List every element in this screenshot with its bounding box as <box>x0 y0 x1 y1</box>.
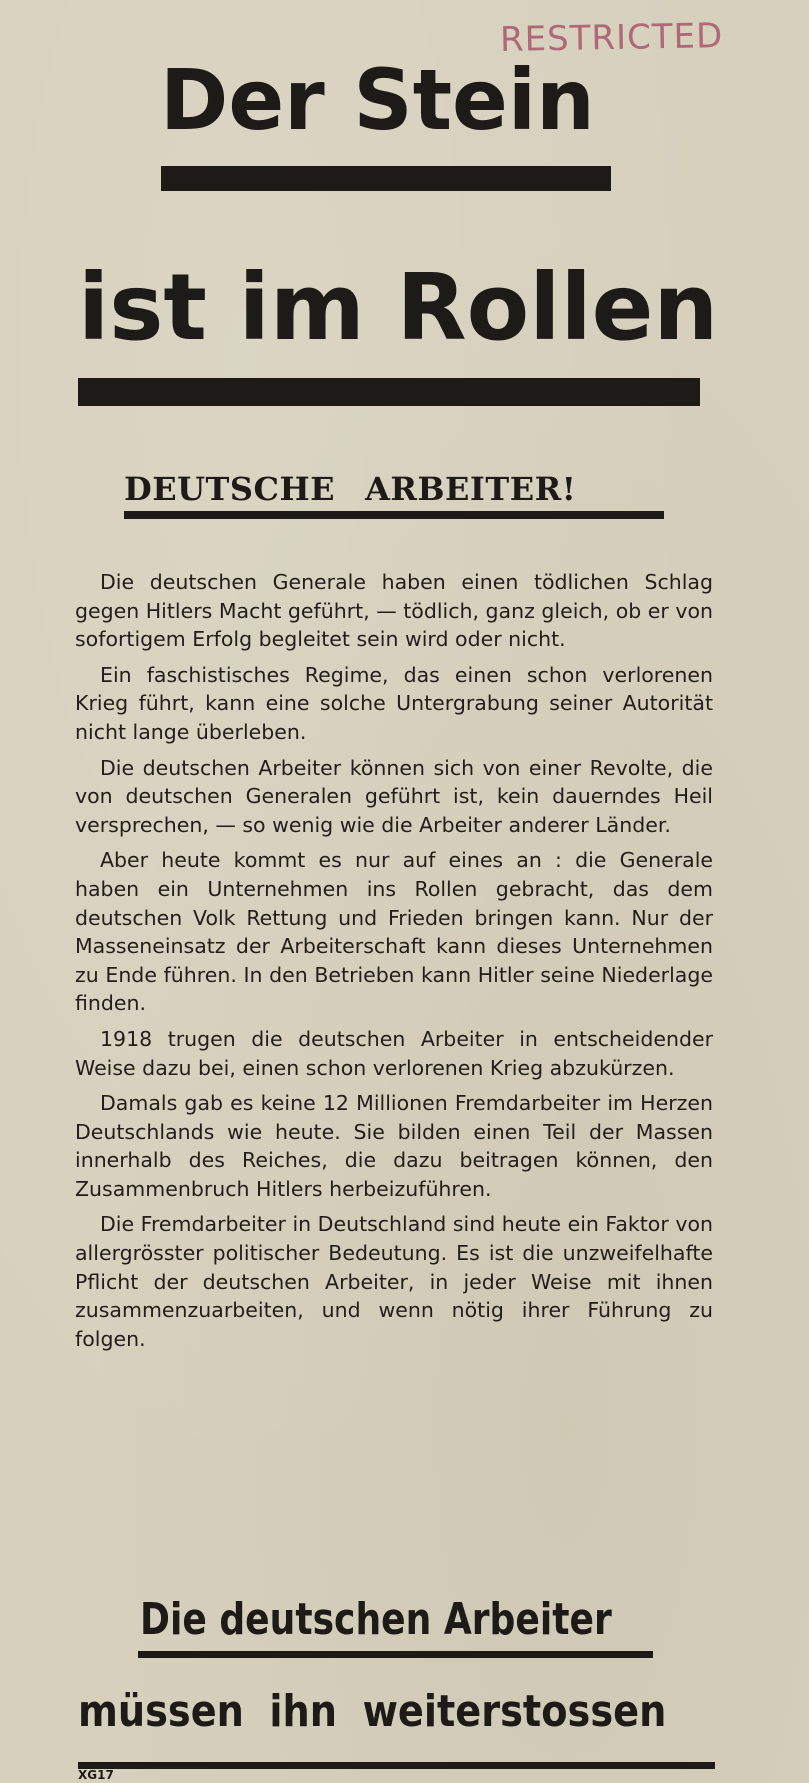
closing-line-1: Die deutschen Arbeiter <box>140 1594 612 1645</box>
closing-rule-1 <box>138 1651 653 1658</box>
headline-line-2: ist im Rollen <box>78 254 719 361</box>
subheading-word-1: DEUTSCHE <box>124 470 336 508</box>
paragraph: Die Fremdarbeiter in Deutschland sind heute ein Faktor von allergrösster politischer Bedeutung. Es ist die unzweifelhafte Pflicht der deutschen Arbeiter, in jeder Weise mit ihnen zusammenzuarbeiten, und wenn nötig ihrer Führung zu folgen. <box>75 1212 713 1351</box>
headline-rule-2 <box>78 378 700 406</box>
paragraph: Aber heute kommt es nur auf eines an : die Generale haben ein Unternehmen ins Rollen gebracht, das dem deutschen Volk Rettung und Frieden bringen kann. Nur der Masseneinsatz der Arbeiterschaft kann dieses Unternehmen zu Ende führen. In den Betrieben kann Hitler seine Niederlage finden. <box>75 848 713 1016</box>
paragraph: 1918 trugen die deutschen Arbeiter in entscheidender Weise dazu bei, einen schon verlorenen Krieg abzukürzen. <box>75 1026 713 1080</box>
subheading <box>124 470 664 508</box>
headline-rule-1 <box>161 166 611 191</box>
subheading-exclamation: ! <box>561 470 577 508</box>
headline-line-1: Der Stein <box>160 51 595 149</box>
paragraph: Ein faschistisches Regime, das einen schon verlorenen Krieg führt, kann eine solche Untergrabung seiner Autorität nicht lange überleben. <box>75 662 713 744</box>
restricted-stamp: RESTRICTED <box>499 16 724 60</box>
paragraph: Die deutschen Arbeiter können sich von einer Revolte, die von deutschen Generalen geführt ist, kein dauerndes Heil versprechen, — so wenig wie die Arbeiter anderer Länder. <box>75 755 713 837</box>
subheading-word-2: ARBEITER <box>365 470 562 508</box>
paragraph: Damals gab es keine 12 Millionen Fremdarbeiter im Herzen Deutschlands wie heute. Sie bilden einen Teil der Massen innerhalb des Reiches, die dazu beitragen können, den Zusammenbruch Hitlers herbeizuführen. <box>75 1091 713 1201</box>
leaflet-code: XG17 <box>78 1768 114 1782</box>
closing-rule-2 <box>78 1762 715 1769</box>
closing-line-2: müssen ihn weiterstossen <box>78 1686 667 1737</box>
body-text <box>75 568 713 1360</box>
subheading-rule <box>124 511 664 519</box>
paragraph: Die deutschen Generale haben einen tödlichen Schlag gegen Hitlers Macht geführt, — tödlich, ganz gleich, ob er von sofortigem Erfolg begleitet sein wird oder nicht. <box>75 570 713 652</box>
